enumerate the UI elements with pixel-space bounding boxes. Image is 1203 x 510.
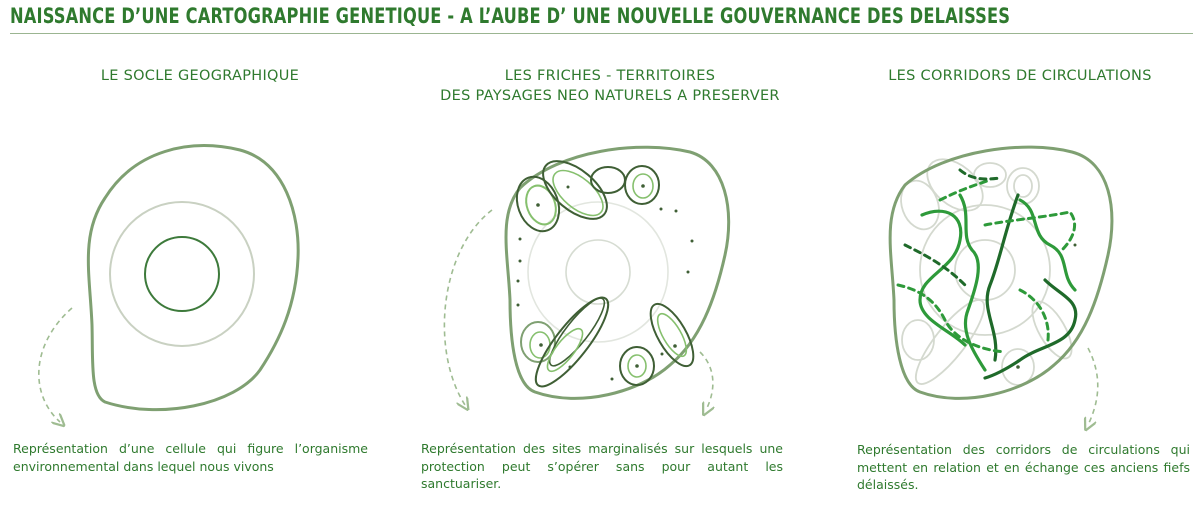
core-ring [566,240,630,304]
cell-outline [88,146,298,410]
friche-patch [625,166,659,204]
friche-patch [620,347,654,385]
socle-cell-diagram [39,146,298,422]
corridors-cell-diagram [890,147,1112,425]
caption-corridors: Représentation des corridors de circulations qui mettent en relation et en échange ces anciens fiefs délaissés. [857,442,1190,492]
caption-friches: Représentation des sites marginalisés sur lesquels une protection peut s’opérer sans pour autant les sanctuariser. [421,441,783,491]
dashed-arrow [39,308,72,422]
panel-title-line: LES FRICHES - TERRITOIRES [504,68,716,84]
panel-title-line: LE SOCLE GEOGRAPHIQUE [100,68,300,84]
outer-ring [110,202,254,346]
page-title: NAISSANCE D’UNE CARTOGRAPHIE GENETIQUE - A L’AUBE D’ UNE NOUVELLE GOUVERNANCE DES DELAISSES [10,4,1011,28]
friche-patch [533,150,617,229]
friche-patch [510,171,567,237]
dashed-arrow-right [700,352,713,410]
panel-title-line: DES PAYSAGES NEO NATURELS A PRESERVER [440,88,780,104]
friche-patch [591,167,625,193]
friche-patch [642,298,701,373]
node-dot [1016,365,1020,369]
core-ring [145,237,219,311]
dashed-arrow-left [444,210,492,405]
cell-outline [890,147,1112,398]
caption-socle: Représentation d’une cellule qui figure l’organisme environnemental dans lequel nous vivons [13,441,368,474]
faded-patches [895,149,1080,392]
dashed-arrow [1088,348,1098,425]
panel-title-line: LES CORRIDORS DE CIRCULATIONS [888,68,1152,84]
friches-cell-diagram [444,147,728,410]
node-dot [1074,244,1077,247]
